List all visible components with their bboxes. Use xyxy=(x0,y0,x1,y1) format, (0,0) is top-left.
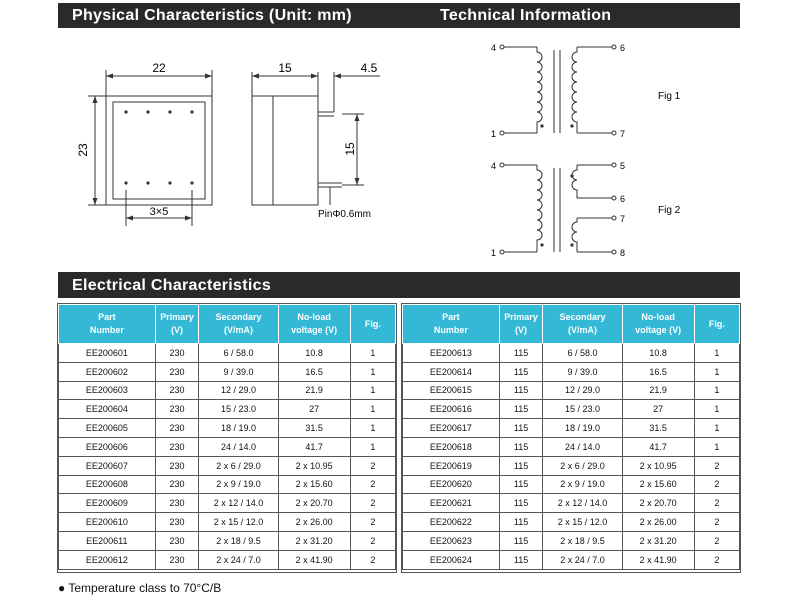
table-row xyxy=(59,494,396,513)
cell-secondary: 2 x 15 / 12.0 xyxy=(543,513,622,532)
col-fig: Fig. xyxy=(694,305,739,344)
cell-primary: 115 xyxy=(499,437,543,456)
cell-noload: 31.5 xyxy=(622,419,694,438)
cell-part-number: EE200619 xyxy=(403,456,500,475)
cell-noload: 27 xyxy=(278,400,350,419)
cell-fig: 2 xyxy=(350,475,395,494)
cell-primary: 115 xyxy=(499,381,543,400)
cell-fig: 2 xyxy=(694,531,739,550)
cell-fig: 1 xyxy=(350,419,395,438)
cell-noload: 41.7 xyxy=(278,437,350,456)
cell-primary: 230 xyxy=(155,494,199,513)
cell-part-number: EE200603 xyxy=(59,381,156,400)
cell-part-number: EE200607 xyxy=(59,456,156,475)
cell-secondary: 15 / 23.0 xyxy=(199,400,278,419)
pin-pitch-dimension: 3×5 xyxy=(149,206,169,218)
cell-secondary: 2 x 18 / 9.5 xyxy=(543,531,622,550)
cell-part-number: EE200617 xyxy=(403,419,500,438)
table-row xyxy=(59,381,396,400)
height-dimension: 23 xyxy=(76,143,90,157)
fig1-pin-4: 4 xyxy=(490,43,496,53)
cell-noload: 2 x 15.60 xyxy=(278,475,350,494)
table-row xyxy=(403,419,740,438)
fig2-pin-4: 4 xyxy=(490,161,496,171)
cell-part-number: EE200602 xyxy=(59,362,156,381)
cell-noload: 2 x 20.70 xyxy=(622,494,694,513)
cell-part-number: EE200611 xyxy=(59,531,156,550)
cell-secondary: 2 x 18 / 9.5 xyxy=(199,531,278,550)
table-row xyxy=(403,494,740,513)
col-secondary: Secondary (V/mA) xyxy=(543,305,622,344)
cell-noload: 16.5 xyxy=(278,362,350,381)
cell-part-number: EE200608 xyxy=(59,475,156,494)
cell-primary: 230 xyxy=(155,381,199,400)
cell-primary: 115 xyxy=(499,475,543,494)
cell-secondary: 2 x 9 / 19.0 xyxy=(199,475,278,494)
cell-fig: 1 xyxy=(350,344,395,363)
fig2-label: Fig 2 xyxy=(658,205,681,216)
electrical-table-115v xyxy=(402,304,740,570)
cell-primary: 115 xyxy=(499,400,543,419)
cell-fig: 1 xyxy=(694,362,739,381)
table-row xyxy=(403,513,740,532)
cell-secondary: 12 / 29.0 xyxy=(199,381,278,400)
table-row xyxy=(59,550,396,569)
col-primary: Primary (V) xyxy=(155,305,199,344)
cell-primary: 115 xyxy=(499,419,543,438)
table-row xyxy=(59,513,396,532)
cell-primary: 115 xyxy=(499,362,543,381)
table-row xyxy=(403,531,740,550)
table-row xyxy=(403,437,740,456)
cell-noload: 2 x 26.00 xyxy=(278,513,350,532)
cell-fig: 2 xyxy=(694,513,739,532)
cell-secondary: 2 x 15 / 12.0 xyxy=(199,513,278,532)
electrical-header-bar xyxy=(58,272,740,298)
cell-fig: 2 xyxy=(350,513,395,532)
electrical-table-230v xyxy=(58,304,396,570)
cell-secondary: 2 x 12 / 14.0 xyxy=(543,494,622,513)
transformer-schematics xyxy=(470,30,700,270)
cell-secondary: 2 x 24 / 7.0 xyxy=(199,550,278,569)
cell-noload: 10.8 xyxy=(278,344,350,363)
cell-secondary: 12 / 29.0 xyxy=(543,381,622,400)
cell-part-number: EE200621 xyxy=(403,494,500,513)
cell-primary: 230 xyxy=(155,419,199,438)
cell-fig: 1 xyxy=(694,400,739,419)
table-row xyxy=(59,475,396,494)
table-row xyxy=(59,362,396,381)
cell-noload: 21.9 xyxy=(622,381,694,400)
col-noload: No-load voltage (V) xyxy=(622,305,694,344)
cell-primary: 115 xyxy=(499,494,543,513)
cell-noload: 2 x 10.95 xyxy=(278,456,350,475)
cell-primary: 115 xyxy=(499,513,543,532)
physical-characteristics-title: Physical Characteristics (Unit: mm) xyxy=(72,7,352,24)
cell-noload: 2 x 20.70 xyxy=(278,494,350,513)
cell-secondary: 2 x 6 / 29.0 xyxy=(543,456,622,475)
table-row xyxy=(403,400,740,419)
cell-fig: 2 xyxy=(350,456,395,475)
depth-dimension: 15 xyxy=(278,61,292,75)
fig1-pin-6: 6 xyxy=(620,43,626,53)
cell-primary: 115 xyxy=(499,344,543,363)
fig2-pin-7: 7 xyxy=(620,214,626,224)
cell-part-number: EE200610 xyxy=(59,513,156,532)
cell-fig: 1 xyxy=(350,381,395,400)
cell-fig: 2 xyxy=(350,494,395,513)
cell-noload: 21.9 xyxy=(278,381,350,400)
cell-primary: 230 xyxy=(155,400,199,419)
fig2-pin-8: 8 xyxy=(620,248,626,258)
table-row xyxy=(403,456,740,475)
temperature-class-note: ● Temperature class to 70°C/B xyxy=(58,581,222,595)
fig2-pin-6: 6 xyxy=(620,194,626,204)
cell-primary: 230 xyxy=(155,531,199,550)
table-row xyxy=(59,531,396,550)
cell-part-number: EE200615 xyxy=(403,381,500,400)
cell-fig: 1 xyxy=(694,381,739,400)
table-row xyxy=(59,437,396,456)
cell-secondary: 24 / 14.0 xyxy=(543,437,622,456)
technical-information-title: Technical Information xyxy=(440,7,612,24)
cell-fig: 1 xyxy=(694,344,739,363)
cell-noload: 10.8 xyxy=(622,344,694,363)
cell-part-number: EE200612 xyxy=(59,550,156,569)
fig1-pin-7: 7 xyxy=(620,129,626,139)
table-header-row xyxy=(59,305,396,344)
cell-fig: 2 xyxy=(694,550,739,569)
cell-fig: 1 xyxy=(694,437,739,456)
cell-noload: 2 x 41.90 xyxy=(278,550,350,569)
cell-part-number: EE200604 xyxy=(59,400,156,419)
cell-noload: 2 x 31.20 xyxy=(278,531,350,550)
cell-primary: 115 xyxy=(499,550,543,569)
cell-secondary: 18 / 19.0 xyxy=(543,419,622,438)
cell-part-number: EE200606 xyxy=(59,437,156,456)
electrical-characteristics-title: Electrical Characteristics xyxy=(72,277,272,294)
table-row xyxy=(59,456,396,475)
cell-fig: 2 xyxy=(350,531,395,550)
cell-primary: 230 xyxy=(155,344,199,363)
cell-fig: 2 xyxy=(694,456,739,475)
cell-fig: 2 xyxy=(350,550,395,569)
cell-part-number: EE200613 xyxy=(403,344,500,363)
col-secondary: Secondary (V/mA) xyxy=(199,305,278,344)
cell-part-number: EE200614 xyxy=(403,362,500,381)
table-header-row xyxy=(403,305,740,344)
cell-noload: 2 x 41.90 xyxy=(622,550,694,569)
cell-part-number: EE200622 xyxy=(403,513,500,532)
fig1-pin-1: 1 xyxy=(490,129,496,139)
cell-noload: 31.5 xyxy=(278,419,350,438)
pin-offset-dimension: 4.5 xyxy=(360,61,378,75)
cell-primary: 230 xyxy=(155,550,199,569)
cell-noload: 27 xyxy=(622,400,694,419)
dimension-drawing xyxy=(0,30,400,270)
table-row xyxy=(403,381,740,400)
side-view-outline xyxy=(252,96,318,205)
cell-secondary: 15 / 23.0 xyxy=(543,400,622,419)
col-noload: No-load voltage (V) xyxy=(278,305,350,344)
cell-secondary: 18 / 19.0 xyxy=(199,419,278,438)
cell-part-number: EE200623 xyxy=(403,531,500,550)
col-primary: Primary (V) xyxy=(499,305,543,344)
fig1-label: Fig 1 xyxy=(658,91,681,102)
cell-primary: 115 xyxy=(499,456,543,475)
cell-fig: 1 xyxy=(694,419,739,438)
cell-part-number: EE200609 xyxy=(59,494,156,513)
cell-primary: 230 xyxy=(155,456,199,475)
width-dimension: 22 xyxy=(152,61,166,75)
cell-noload: 16.5 xyxy=(622,362,694,381)
cell-secondary: 24 / 14.0 xyxy=(199,437,278,456)
cell-secondary: 6 / 58.0 xyxy=(199,344,278,363)
pin-span-dimension: 15 xyxy=(343,142,357,156)
cell-noload: 41.7 xyxy=(622,437,694,456)
cell-fig: 1 xyxy=(350,362,395,381)
table-row xyxy=(403,550,740,569)
cell-noload: 2 x 15.60 xyxy=(622,475,694,494)
cell-primary: 115 xyxy=(499,531,543,550)
front-view-outline xyxy=(106,96,212,205)
cell-part-number: EE200620 xyxy=(403,475,500,494)
col-fig: Fig. xyxy=(350,305,395,344)
cell-part-number: EE200618 xyxy=(403,437,500,456)
col-part-number: Part Number xyxy=(59,305,156,344)
table-row xyxy=(403,344,740,363)
cell-secondary: 2 x 6 / 29.0 xyxy=(199,456,278,475)
cell-fig: 2 xyxy=(694,475,739,494)
col-part-number: Part Number xyxy=(403,305,500,344)
cell-noload: 2 x 26.00 xyxy=(622,513,694,532)
front-view-inner xyxy=(113,102,205,199)
section-header-bar xyxy=(58,3,740,28)
pin-diameter-label: PinΦ0.6mm xyxy=(318,209,371,220)
cell-primary: 230 xyxy=(155,362,199,381)
cell-secondary: 6 / 58.0 xyxy=(543,344,622,363)
cell-noload: 2 x 31.20 xyxy=(622,531,694,550)
table-row xyxy=(59,344,396,363)
cell-primary: 230 xyxy=(155,437,199,456)
cell-part-number: EE200624 xyxy=(403,550,500,569)
cell-primary: 230 xyxy=(155,513,199,532)
cell-primary: 230 xyxy=(155,475,199,494)
cell-secondary: 9 / 39.0 xyxy=(543,362,622,381)
cell-part-number: EE200601 xyxy=(59,344,156,363)
fig2-pin-5: 5 xyxy=(620,161,626,171)
cell-secondary: 2 x 24 / 7.0 xyxy=(543,550,622,569)
cell-fig: 2 xyxy=(694,494,739,513)
cell-part-number: EE200616 xyxy=(403,400,500,419)
table-row xyxy=(59,400,396,419)
cell-noload: 2 x 10.95 xyxy=(622,456,694,475)
cell-fig: 1 xyxy=(350,437,395,456)
table-row xyxy=(59,419,396,438)
table-row xyxy=(403,475,740,494)
fig2-pin-1: 1 xyxy=(490,248,496,258)
cell-secondary: 2 x 9 / 19.0 xyxy=(543,475,622,494)
cell-secondary: 2 x 12 / 14.0 xyxy=(199,494,278,513)
cell-fig: 1 xyxy=(350,400,395,419)
cell-part-number: EE200605 xyxy=(59,419,156,438)
cell-secondary: 9 / 39.0 xyxy=(199,362,278,381)
table-row xyxy=(403,362,740,381)
